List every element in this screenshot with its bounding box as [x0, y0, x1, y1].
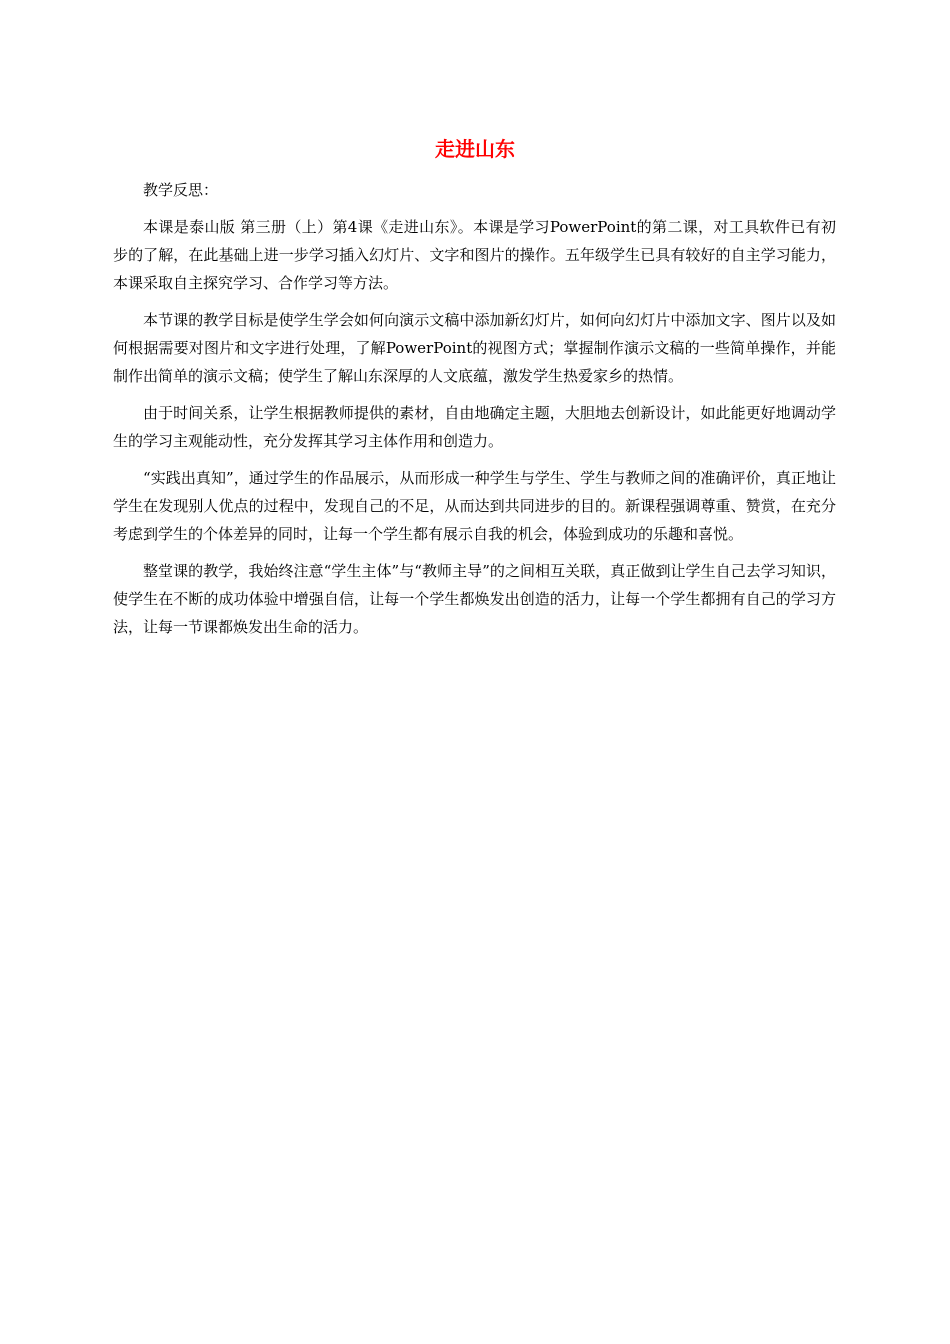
paragraph-4: “实践出真知”，通过学生的作品展示，从而形成一种学生与学生、学生与教师之间的准确评价，真正地让学生在发现别人优点的过程中，发现自己的不足，从而达到共同进步的目的。新课程强调尊重、赞赏，在充分考虑到学生的个体差异的同时，让每一个学生都有展示自我的机会，体验到成功的乐趣和喜悦。 — [113, 469, 836, 543]
document-body — [113, 176, 836, 650]
section-label: 教学反思： — [143, 181, 219, 199]
paragraph-5: 整堂课的教学，我始终注意“学生主体”与“教师主导”的之间相互关联，真正做到让学生自己去学习知识，使学生在不断的成功体验中增强自信，让每一个学生都焕发出创造的活力，让每一个学生都拥有自己的学习方法，让每一节课都焕发出生命的活力。 — [113, 562, 836, 636]
document-title: 走进山东 — [435, 137, 515, 161]
paragraph-3: 由于时间关系，让学生根据教师提供的素材，自由地确定主题，大胆地去创新设计，如此能更好地调动学生的学习主观能动性，充分发挥其学习主体作用和创造力。 — [113, 404, 836, 450]
paragraph-2: 本节课的教学目标是使学生学会如何向演示文稿中添加新幻灯片，如何向幻灯片中添加文字、图片以及如何根据需要对图片和文字进行处理，了解PowerPoint的视图方式；掌握制作演示文稿的一些简单操作，并能制作出简单的演示文稿；使学生了解山东深厚的人文底蕴，激发学生热爱家乡的热情。 — [113, 311, 836, 385]
paragraph-1: 本课是泰山版 第三册（上）第4课《走进山东》。本课是学习PowerPoint的第二课，对工具软件已有初步的了解，在此基础上进一步学习插入幻灯片、文字和图片的操作。五年级学生已具有较好的自主学习能力，本课采取自主探究学习、合作学习等方法。 — [113, 218, 836, 292]
